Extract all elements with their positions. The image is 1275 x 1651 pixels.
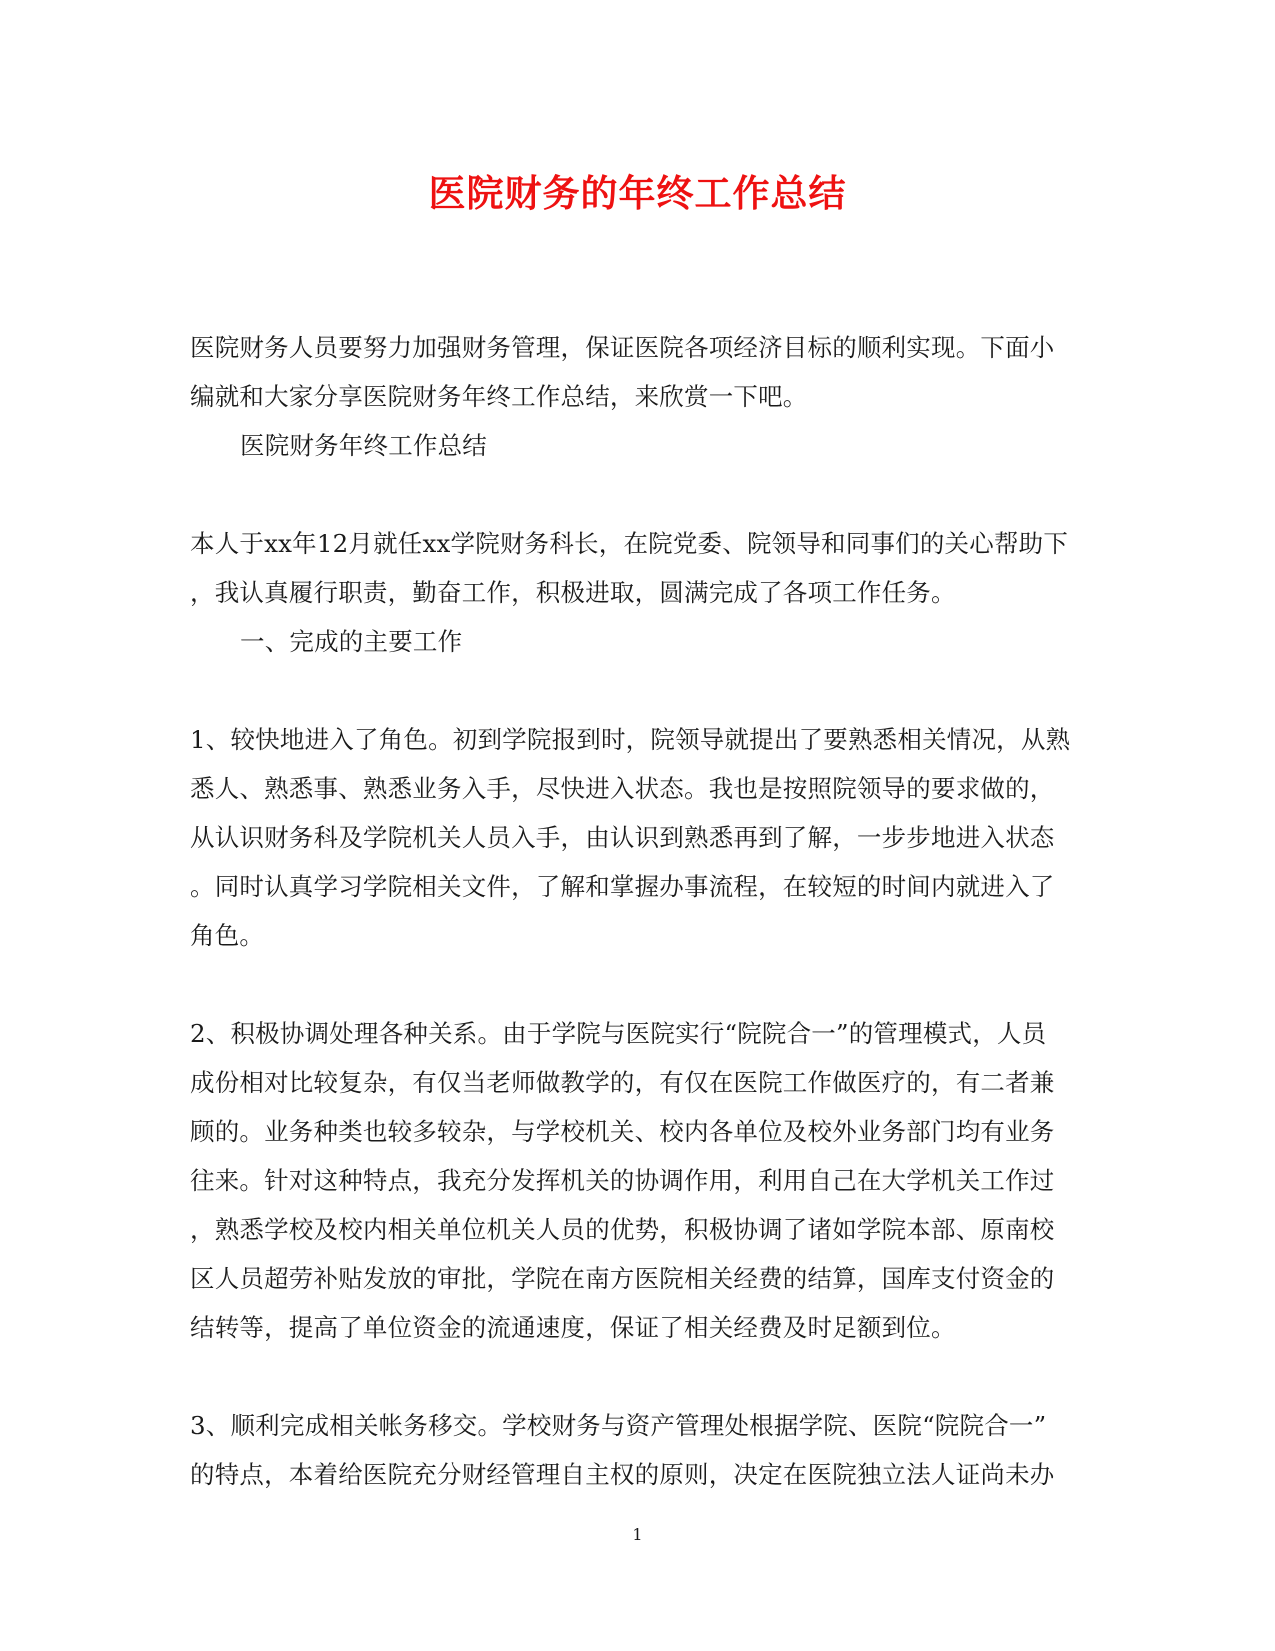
text-line: 结转等，提高了单位资金的流通速度，保证了相关经费及时足额到位。 xyxy=(190,1313,956,1342)
text-line: 区人员超劳补贴发放的审批，学院在南方医院相关经费的结算，国库支付资金的 xyxy=(190,1264,1055,1293)
text-line: 。同时认真学习学院相关文件，了解和掌握办事流程，在较短的时间内就进入了 xyxy=(190,872,1055,901)
text-line: ，我认真履行职责，勤奋工作，积极进取，圆满完成了各项工作任务。 xyxy=(190,578,956,607)
text-line: 3、顺利完成相关帐务移交。学校财务与资产管理处根据学院、医院“院院合一” xyxy=(190,1411,1047,1440)
text-line: 角色。 xyxy=(190,921,265,950)
document-body xyxy=(190,323,1080,1499)
paragraph-gap xyxy=(190,470,1080,519)
text-line: 的特点，本着给医院充分财经管理自主权的原则，决定在医院独立法人证尚未办 xyxy=(190,1460,1055,1489)
text-line: 医院财务人员要努力加强财务管理，保证医院各项经济目标的顺利实现。下面小 xyxy=(190,333,1055,362)
text-line: 顾的。业务种类也较多较杂，与学校机关、校内各单位及校外业务部门均有业务 xyxy=(190,1117,1055,1146)
text-line: 编就和大家分享医院财务年终工作总结，来欣赏一下吧。 xyxy=(190,382,808,411)
paragraph-gap xyxy=(190,960,1080,1009)
text-line: 2、积极协调处理各种关系。由于学院与医院实行“院院合一”的管理模式，人员 xyxy=(190,1019,1047,1048)
text-line: 从认识财务科及学院机关人员入手，由认识到熟悉再到了解，一步步地进入状态 xyxy=(190,823,1055,852)
section-heading: 一、完成的主要工作 xyxy=(240,627,463,656)
text-line: ，熟悉学校及校内相关单位机关人员的优势，积极协调了诸如学院本部、原南校 xyxy=(190,1215,1055,1244)
paragraph-gap xyxy=(190,1352,1080,1401)
document-title: 医院财务的年终工作总结 xyxy=(428,171,847,215)
text-line: 本人于xx年12月就任xx学院财务科长，在院党委、院领导和同事们的关心帮助下 xyxy=(190,529,1069,558)
page-number: 1 xyxy=(632,1525,643,1544)
text-line: 悉人、熟悉事、熟悉业务入手，尽快进入状态。我也是按照院领导的要求做的， xyxy=(190,774,1055,803)
text-line: 往来。针对这种特点，我充分发挥机关的协调作用，利用自己在大学机关工作过 xyxy=(190,1166,1055,1195)
paragraph-gap xyxy=(190,666,1080,715)
subtitle-line: 医院财务年终工作总结 xyxy=(240,431,487,460)
text-line: 1、较快地进入了角色。初到学院报到时，院领导就提出了要熟悉相关情况，从熟 xyxy=(190,725,1071,754)
text-line: 成份相对比较复杂，有仅当老师做教学的，有仅在医院工作做医疗的，有二者兼 xyxy=(190,1068,1055,1097)
